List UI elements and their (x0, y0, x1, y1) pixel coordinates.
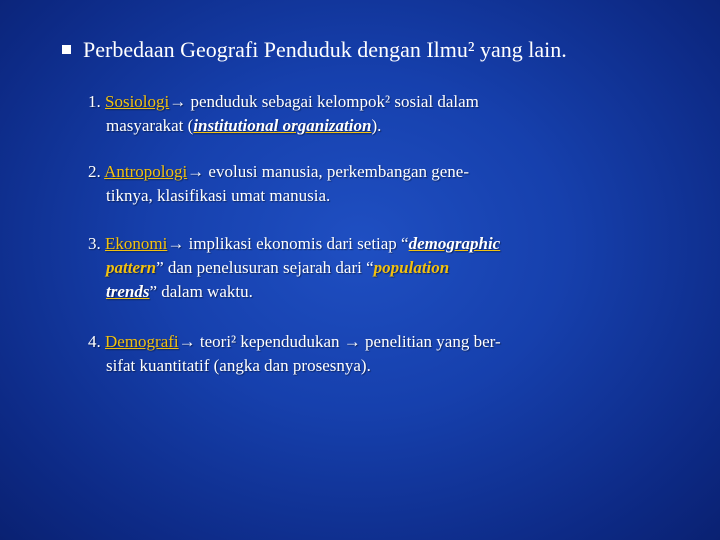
item-line (88, 184, 469, 208)
item-text: penduduk sebagai kelompok² sosial dalam (186, 92, 479, 111)
item-text: sifat kuantitatif (angka dan prosesnya). (106, 356, 371, 375)
item-text: implikasi ekonomis dari setiap “ (184, 234, 409, 253)
italic-term: pattern (106, 258, 157, 277)
list-item-demografi (88, 330, 501, 378)
item-line (88, 330, 501, 354)
item-text: evolusi manusia, perkembangan gene- (204, 162, 469, 181)
italic-term: institutional organization (193, 116, 372, 135)
italic-term: demographic (408, 234, 501, 253)
arrow-icon: → (187, 162, 205, 181)
item-text: tiknya, klasifikasi umat manusia. (106, 186, 331, 205)
italic-term: population (373, 258, 450, 277)
keyword-antropologi: Antropologi (104, 162, 188, 181)
arrow-icon: → (167, 234, 185, 253)
item-number: 1. (88, 92, 101, 111)
item-number: 3. (88, 234, 101, 253)
italic-term: trends (106, 282, 150, 301)
square-bullet-icon (62, 45, 71, 54)
item-text: ” dan penelusuran sejarah dari “ (156, 258, 374, 277)
item-line (88, 354, 501, 378)
list-item-sosiologi (88, 90, 479, 138)
slide-heading (62, 36, 567, 64)
keyword-demografi: Demografi (105, 332, 179, 351)
arrow-icon: → (178, 332, 196, 351)
item-number: 2. (88, 162, 101, 181)
list-item-antropologi (88, 160, 469, 208)
item-number: 4. (88, 332, 101, 351)
item-text: teori² kependudukan → penelitian yang ber- (195, 332, 501, 351)
list-item-ekonomi (88, 232, 500, 304)
keyword-ekonomi: Ekonomi (105, 234, 168, 253)
item-line (88, 90, 479, 114)
arrow-icon: → (169, 92, 187, 111)
keyword-sosiologi: Sosiologi (105, 92, 170, 111)
item-line (88, 232, 500, 256)
item-line (88, 114, 479, 138)
item-text: ” dalam waktu. (149, 282, 253, 301)
item-text: ). (371, 116, 382, 135)
item-line (88, 280, 500, 304)
item-text: masyarakat ( (106, 116, 194, 135)
heading-text: Perbedaan Geografi Penduduk dengan Ilmu² yang lain. (83, 37, 567, 62)
item-line (88, 256, 500, 280)
item-line (88, 160, 469, 184)
